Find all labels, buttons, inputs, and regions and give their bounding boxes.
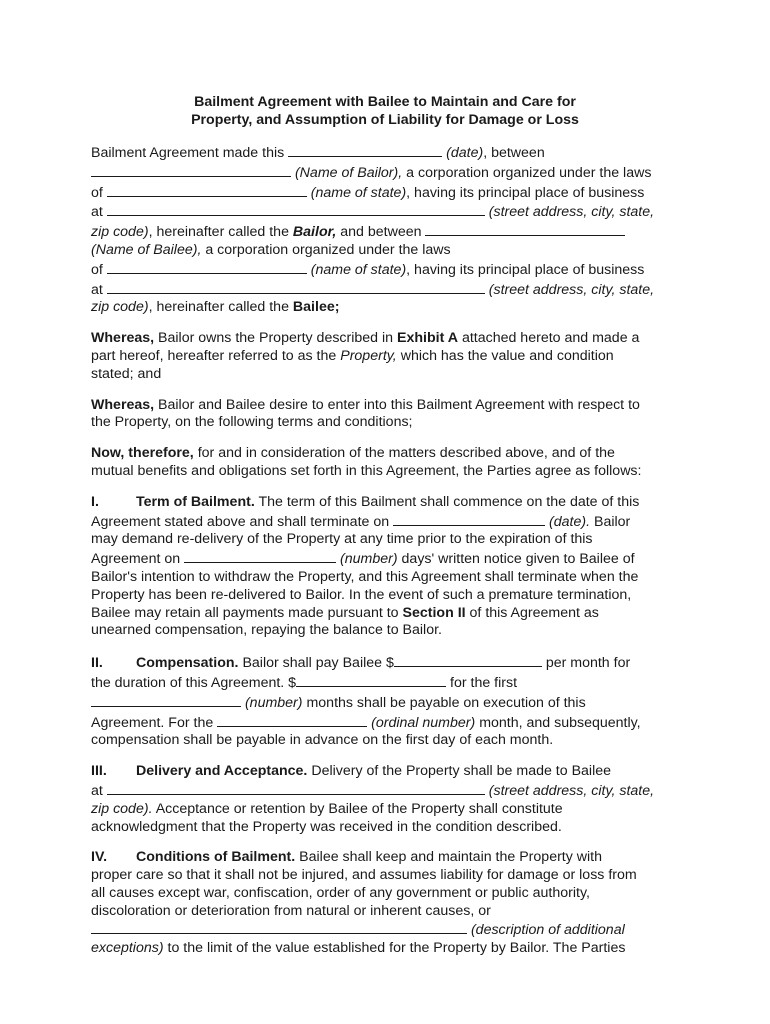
intro-text: (street address, city, state, xyxy=(488,204,655,221)
section-heading: Compensation. xyxy=(136,655,239,672)
intro-text: zip code) xyxy=(91,224,149,241)
intro-text: of xyxy=(91,261,103,278)
document-title xyxy=(0,94,770,129)
title-line-1: Bailment Agreement with Bailee to Maintain and Care for xyxy=(194,94,576,110)
section-text: Acceptance or retention by Bailee of the Property shall constitute xyxy=(155,800,563,817)
whereas-label: Whereas, xyxy=(91,396,155,413)
therefore-text: for and in consideration of the matters described above, and of the xyxy=(197,445,615,462)
bailee-state-blank[interactable] xyxy=(107,260,307,274)
intro-text: a corporation organized under the laws xyxy=(205,241,451,258)
intro-text: , having its principal place of business xyxy=(406,184,645,201)
section-text: per month for xyxy=(545,655,631,672)
monthly-amount-blank[interactable] xyxy=(394,653,542,667)
section-text: all causes except war, confiscation, order of any government or public authority, xyxy=(91,884,590,901)
document-body xyxy=(91,143,691,958)
intro-text: , hereinafter called the xyxy=(148,299,289,316)
section-text: unearned compensation, repaying the balance to Bailor. xyxy=(91,622,442,639)
initial-amount-blank[interactable] xyxy=(296,673,446,687)
intro-text: (name of state) xyxy=(310,184,407,201)
section-heading: Conditions of Bailment. xyxy=(136,849,296,866)
whereas-text: the Property, on the following terms and conditions; xyxy=(91,414,413,431)
months-number-blank[interactable] xyxy=(91,693,241,707)
section-number: I. xyxy=(91,493,99,510)
section-text: Bailor shall pay Bailee $ xyxy=(242,655,394,672)
section-text: Delivery of the Property shall be made to Bailee xyxy=(311,763,612,780)
intro-text: of xyxy=(91,184,103,201)
section-text: discoloration or deterioration from natural or inherent causes, or xyxy=(91,902,491,919)
intro-text: zip code) xyxy=(91,299,149,316)
section-heading: Delivery and Acceptance. xyxy=(136,763,308,780)
section-text: (number) xyxy=(340,551,398,568)
section-text: (ordinal number) xyxy=(371,714,476,731)
section-number: III. xyxy=(91,763,107,780)
intro-text: , having its principal place of business xyxy=(406,261,645,278)
section-text: to the limit of the value established for the Property by Bailor. The Parties xyxy=(167,940,626,957)
notice-days-blank[interactable] xyxy=(184,549,336,563)
section-text: months shall be payable on execution of this xyxy=(306,694,586,711)
exhibit-reference: Exhibit A xyxy=(397,330,458,347)
intro-text: at xyxy=(91,281,103,298)
whereas-text: Bailor and Bailee desire to enter into this Bailment Agreement with respect to xyxy=(158,396,640,413)
therefore-paragraph xyxy=(91,445,691,481)
section-text: Bailee may retain all payments made pursuant to xyxy=(91,604,399,621)
section-text: exceptions) xyxy=(91,940,164,957)
section-text: Bailee shall keep and maintain the Property with xyxy=(299,849,603,866)
whereas-text: attached hereto and made a xyxy=(461,330,640,347)
section-text: Bailor's intention to withdraw the Property, and this Agreement shall terminate when the xyxy=(91,568,639,585)
intro-text: Bailor, xyxy=(292,224,337,241)
section-text: for the first xyxy=(450,674,518,691)
intro-text: and between xyxy=(340,224,422,241)
section-text: compensation shall be payable in advance on the first day of each month. xyxy=(91,732,554,749)
section-number: IV. xyxy=(91,849,108,866)
section-text: of this Agreement as xyxy=(469,604,599,621)
section-term-of-bailment xyxy=(91,494,691,640)
additional-exceptions-blank[interactable] xyxy=(91,920,467,934)
section-text: Property has been re-delivered to Bailor. In the event of such a premature termination, xyxy=(91,586,632,603)
intro-text: Bailment Agreement made this xyxy=(91,145,285,161)
therefore-label: Now, therefore, xyxy=(91,445,194,462)
section-reference: Section II xyxy=(402,604,466,621)
intro-text: Bailee; xyxy=(292,299,340,316)
intro-paragraph xyxy=(91,143,691,317)
section-text: (street address, city, state, xyxy=(488,782,655,799)
section-text: (number) xyxy=(244,694,303,711)
section-text: (date). xyxy=(549,513,591,530)
section-text: days' written notice given to Bailee of xyxy=(401,551,635,568)
section-text: Agreement. For the xyxy=(91,714,214,731)
whereas-label: Whereas, xyxy=(91,330,155,347)
intro-text: , between xyxy=(483,145,545,161)
bailor-address-blank[interactable] xyxy=(107,202,485,216)
whereas-text: which has the value and condition xyxy=(400,347,614,364)
whereas-text: stated; and xyxy=(91,365,162,382)
section-text: at xyxy=(91,782,103,799)
termination-date-blank[interactable] xyxy=(393,512,545,526)
bailor-name-blank[interactable] xyxy=(91,163,291,177)
intro-text: (date) xyxy=(446,145,484,161)
section-conditions-of-bailment xyxy=(91,849,691,958)
intro-text: a corporation organized under the laws xyxy=(406,164,652,181)
ordinal-month-blank[interactable] xyxy=(217,713,367,727)
section-text: month, and subsequently, xyxy=(479,714,641,731)
intro-text: (Name of Bailee), xyxy=(91,241,202,258)
intro-text: , hereinafter called the xyxy=(148,224,289,241)
section-heading: Term of Bailment. xyxy=(136,493,255,510)
bailee-address-blank[interactable] xyxy=(107,280,485,294)
section-text: Agreement on xyxy=(91,551,181,568)
section-delivery-acceptance xyxy=(91,763,691,836)
delivery-address-blank[interactable] xyxy=(107,781,485,795)
therefore-text: mutual benefits and obligations set forth in this Agreement, the Parties agree as follows: xyxy=(91,462,642,479)
bailor-state-blank[interactable] xyxy=(107,183,307,197)
date-blank[interactable] xyxy=(288,143,442,157)
section-text: acknowledgment that the Property was received in the condition described. xyxy=(91,818,562,835)
intro-text: (street address, city, state, xyxy=(488,281,655,298)
section-number: II. xyxy=(91,655,103,672)
intro-text: (name of state) xyxy=(310,261,407,278)
section-text: (description of additional xyxy=(470,922,625,939)
section-text: proper care so that it shall not be injured, and assumes liability for damage or loss from xyxy=(91,867,637,884)
whereas-paragraph-2 xyxy=(91,397,691,433)
section-text: Bailor xyxy=(594,513,631,530)
intro-text: (Name of Bailor), xyxy=(294,164,403,181)
section-text: Agreement stated above and shall terminate on xyxy=(91,513,390,530)
bailee-name-blank[interactable] xyxy=(425,222,625,236)
whereas-text: Bailor owns the Property described in xyxy=(158,330,394,347)
section-text: the duration of this Agreement. $ xyxy=(91,674,297,691)
section-compensation xyxy=(91,653,691,750)
whereas-text: part hereof, hereafter referred to as the xyxy=(91,347,337,364)
intro-text: at xyxy=(91,204,103,221)
section-text: may demand re-delivery of the Property at any time prior to the expiration of this xyxy=(91,531,593,548)
whereas-paragraph-1 xyxy=(91,330,691,383)
section-text: The term of this Bailment shall commence on the date of this xyxy=(258,493,640,510)
section-text: zip code). xyxy=(91,800,153,817)
whereas-text: Property, xyxy=(340,347,397,364)
title-line-2: Property, and Assumption of Liability for Damage or Loss xyxy=(191,111,579,128)
